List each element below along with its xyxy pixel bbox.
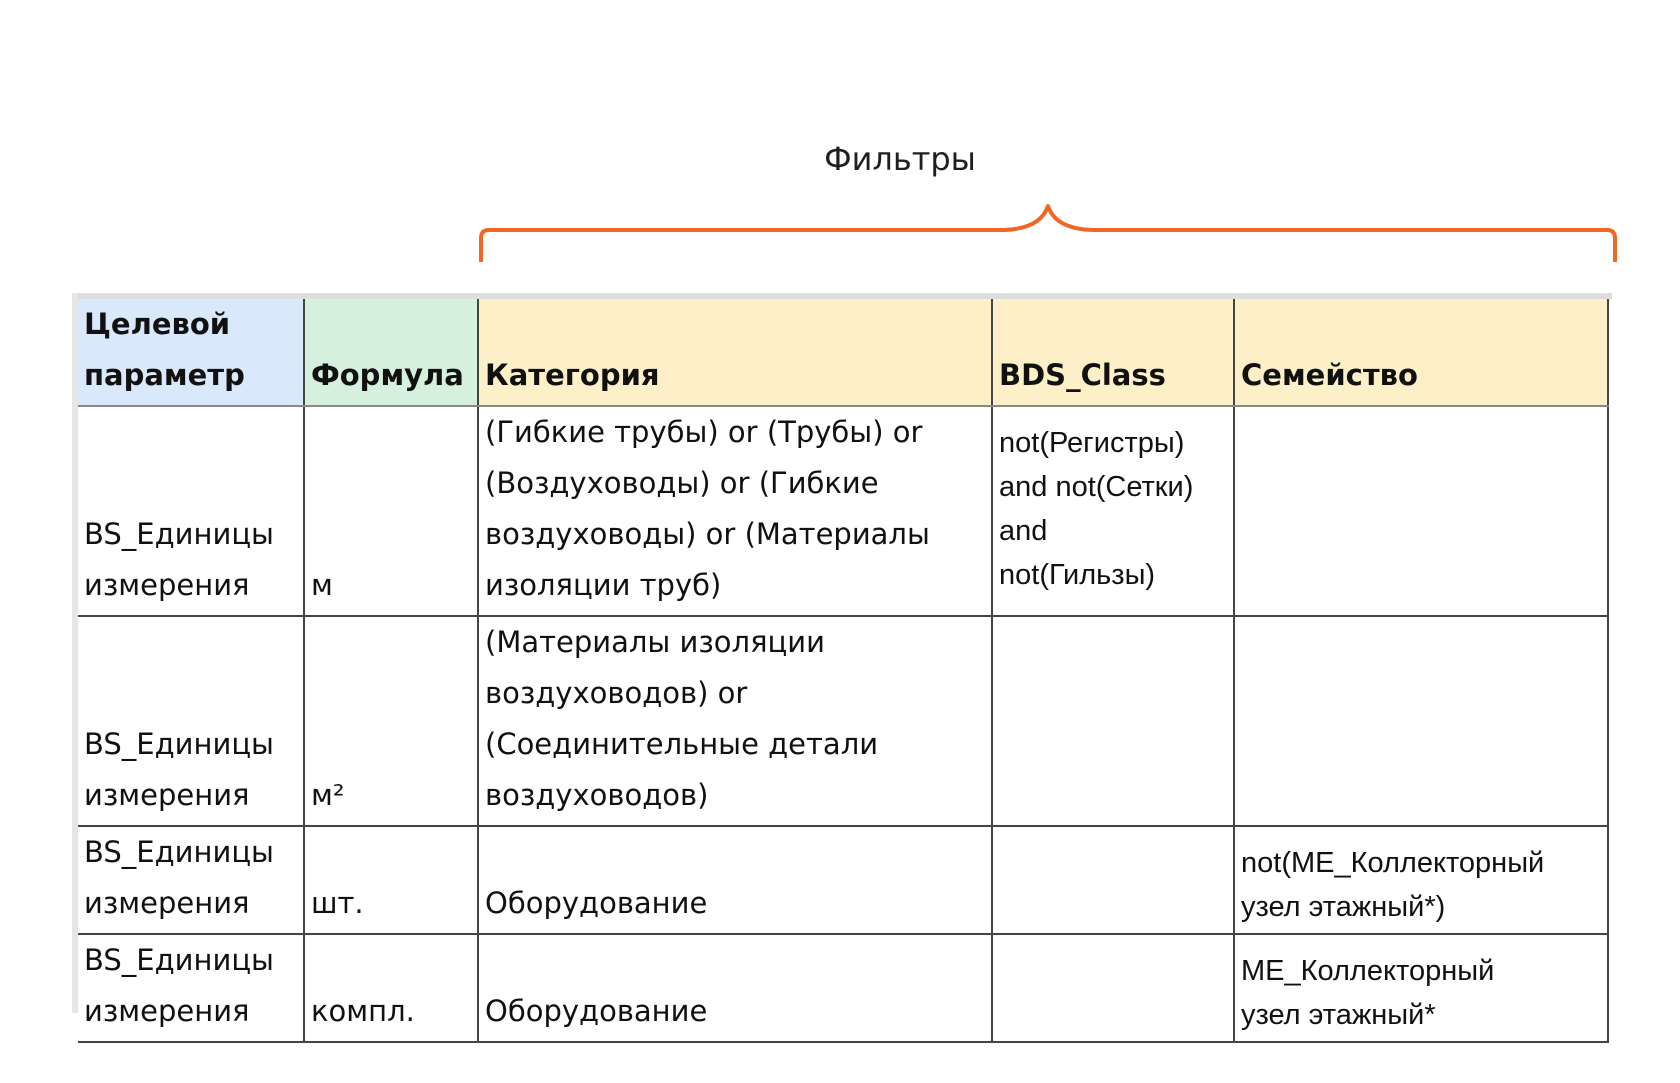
- cell-target[interactable]: BS_Единицы измерения: [78, 826, 304, 934]
- cell-formula[interactable]: м: [304, 406, 478, 616]
- cell-family[interactable]: [1234, 406, 1608, 616]
- table-row: [78, 826, 1608, 934]
- table-row: [78, 616, 1608, 826]
- cell-bds-class[interactable]: [992, 616, 1234, 826]
- cell-formula[interactable]: шт.: [304, 826, 478, 934]
- cell-category[interactable]: Оборудование: [478, 826, 992, 934]
- cell-target[interactable]: BS_Единицы измерения: [78, 934, 304, 1042]
- cell-formula[interactable]: м²: [304, 616, 478, 826]
- cell-category[interactable]: Оборудование: [478, 934, 992, 1042]
- spreadsheet-area: [72, 293, 1612, 1031]
- cell-bds-class[interactable]: [992, 826, 1234, 934]
- cell-target[interactable]: BS_Единицы измерения: [78, 406, 304, 616]
- header-category[interactable]: Категория: [478, 299, 992, 406]
- table-row: [78, 934, 1608, 1042]
- cell-family[interactable]: МЕ_Коллекторный узел этажный*: [1234, 934, 1608, 1042]
- header-row: [78, 299, 1608, 406]
- cell-target[interactable]: BS_Единицы измерения: [78, 616, 304, 826]
- header-bds-class[interactable]: BDS_Class: [992, 299, 1234, 406]
- cell-formula[interactable]: компл.: [304, 934, 478, 1042]
- header-family[interactable]: Семейство: [1234, 299, 1608, 406]
- table-row: [78, 406, 1608, 616]
- cell-bds-class[interactable]: not(Регистры) and not(Сетки) and not(Гильзы): [992, 406, 1234, 616]
- cell-family[interactable]: not(МЕ_Коллекторный узел этажный*): [1234, 826, 1608, 934]
- header-formula[interactable]: Формула: [304, 299, 478, 406]
- cell-category[interactable]: (Гибкие трубы) or (Трубы) or (Воздуховоды) or (Гибкие воздуховоды) or (Материалы изоляции труб): [478, 406, 992, 616]
- header-target-parameter[interactable]: Целевой параметр: [78, 299, 304, 406]
- cell-family[interactable]: [1234, 616, 1608, 826]
- filters-annotation-label: Фильтры: [824, 140, 976, 178]
- filters-table: [78, 299, 1609, 1043]
- filters-brace-path: [481, 206, 1615, 262]
- filters-brace: [0, 0, 1680, 280]
- cell-category[interactable]: (Материалы изоляции воздуховодов) or (Соединительные детали воздуховодов): [478, 616, 992, 826]
- cell-bds-class[interactable]: [992, 934, 1234, 1042]
